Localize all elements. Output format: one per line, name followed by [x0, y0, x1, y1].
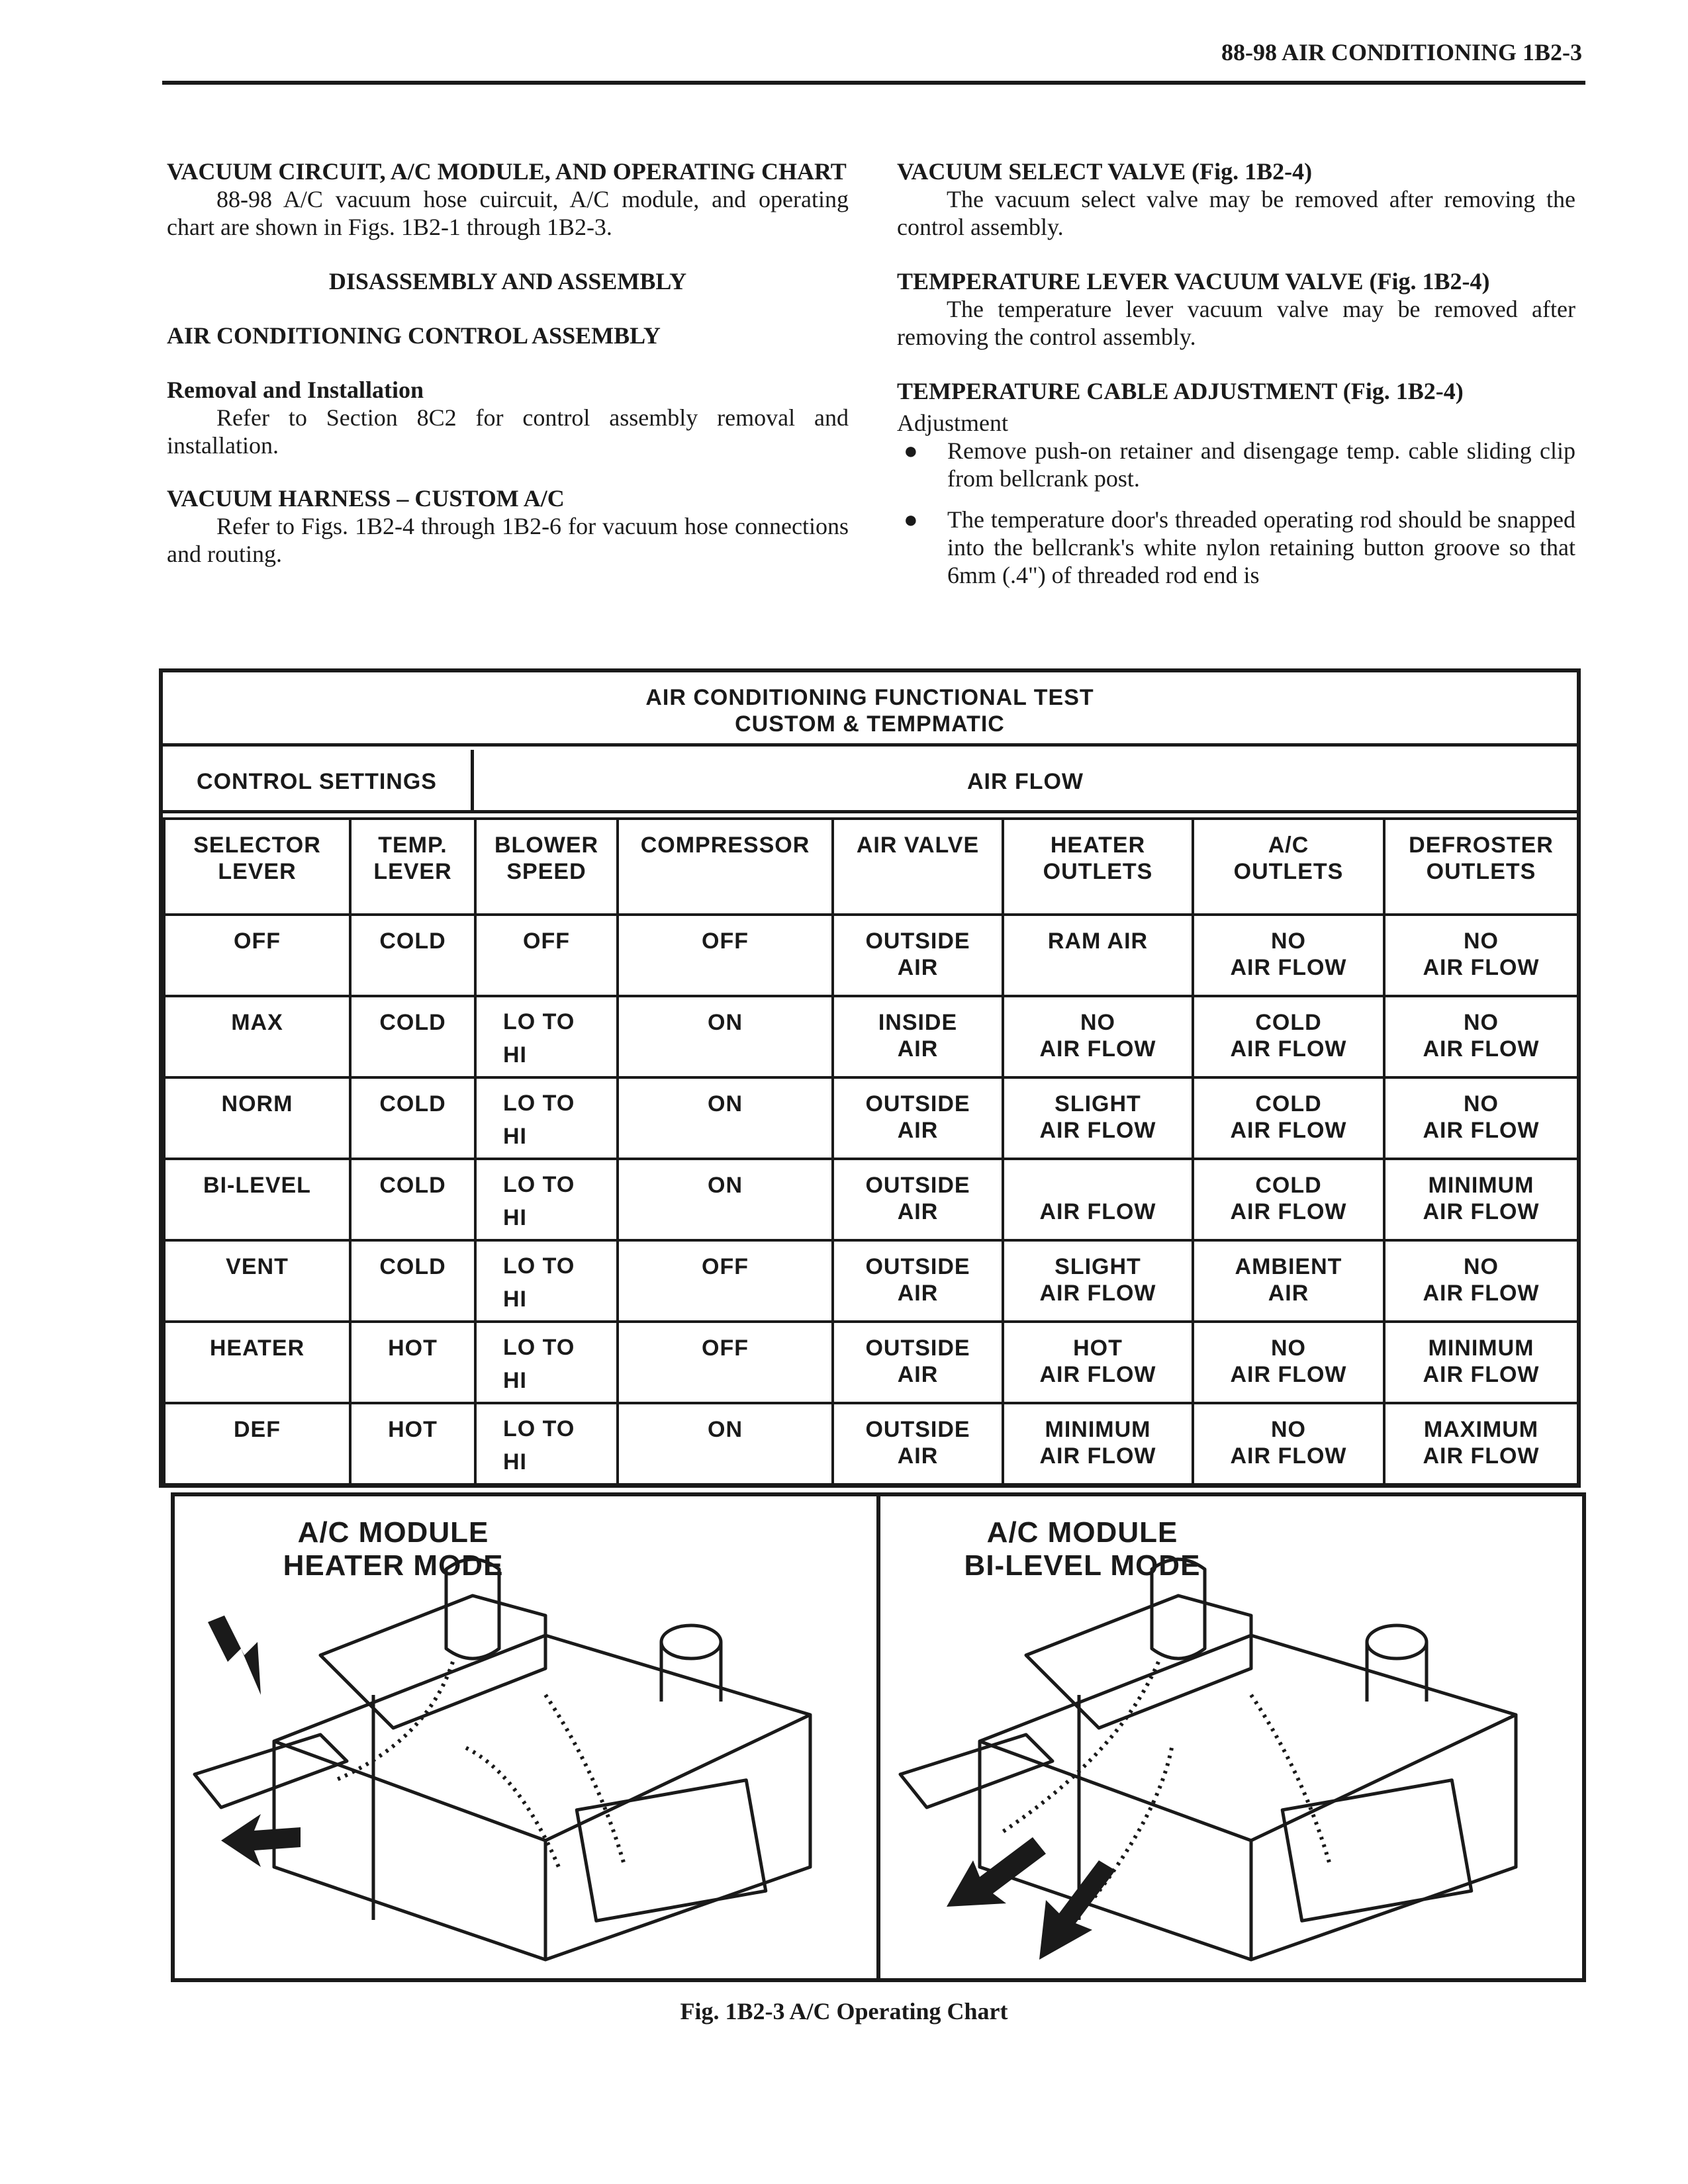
cell-ac-outlets: NO AIR FLOW	[1193, 915, 1384, 996]
table-row	[164, 915, 1578, 996]
table-header-row	[164, 819, 1578, 915]
paragraph-vacuum-harness: Refer to Figs. 1B2-4 through 1B2-6 for vacuum hose connections and routing.	[167, 513, 849, 567]
heater-title-line-1: A/C MODULE	[297, 1516, 489, 1549]
cell-ac-outlets: COLD AIR FLOW	[1193, 1159, 1384, 1240]
cell-air-valve: OUTSIDE AIR	[833, 1403, 1003, 1484]
cell-air-valve: OUTSIDE AIR	[833, 1240, 1003, 1322]
air-flow-header: AIR FLOW	[474, 750, 1577, 813]
cell-selector-lever: OFF	[164, 915, 350, 996]
cell-blower-speed: LO TO HI	[475, 996, 618, 1077]
chart-title	[163, 672, 1577, 747]
bullet-text-2: The temperature door's threaded operating rod should be snapped into the bellcrank's white nylon retaining button groove so that 6mm (.4") of threaded rod end is	[947, 506, 1575, 588]
cell-ac-outlets: COLD AIR FLOW	[1193, 996, 1384, 1077]
cell-heater-outlets: HOT AIR FLOW	[1003, 1322, 1193, 1403]
cell-heater-outlets: NO AIR FLOW	[1003, 996, 1193, 1077]
table-row	[164, 1240, 1578, 1322]
bilevel-title-line-2: BI-LEVEL MODE	[964, 1549, 1201, 1582]
section-heading-disassembly: DISASSEMBLY AND ASSEMBLY	[328, 268, 687, 295]
cell-heater-outlets: RAM AIR	[1003, 915, 1193, 996]
chart-title-line-1: AIR CONDITIONING FUNCTIONAL TEST	[645, 685, 1094, 710]
cell-temp-lever: COLD	[350, 915, 475, 996]
cell-air-valve: OUTSIDE AIR	[833, 1159, 1003, 1240]
cell-defroster-outlets: NO AIR FLOW	[1384, 996, 1578, 1077]
cell-ac-outlets: NO AIR FLOW	[1193, 1322, 1384, 1403]
module-heater-panel	[171, 1492, 880, 1982]
cell-selector-lever: NORM	[164, 1077, 350, 1159]
table-row	[164, 1077, 1578, 1159]
cell-temp-lever: HOT	[350, 1322, 475, 1403]
cell-blower-speed: LO TO HI	[475, 1240, 618, 1322]
bullet-item-1	[897, 437, 1575, 492]
cell-temp-lever: COLD	[350, 1240, 475, 1322]
cell-defroster-outlets: NO AIR FLOW	[1384, 1240, 1578, 1322]
paragraph-removal: Refer to Section 8C2 for control assembly removal and installation.	[167, 404, 849, 459]
section-heading-vacuum-harness: VACUUM HARNESS – CUSTOM A/C	[167, 485, 565, 512]
cell-blower-speed: LO TO HI	[475, 1322, 618, 1403]
bullet-text-1: Remove push-on retainer and disengage temp. cable sliding clip from bellcrank post.	[947, 437, 1575, 492]
cell-heater-outlets: SLIGHT AIR FLOW	[1003, 1077, 1193, 1159]
bullet-icon: ●	[904, 506, 918, 533]
cell-temp-lever: COLD	[350, 1077, 475, 1159]
heater-title-line-2: HEATER MODE	[283, 1549, 504, 1582]
cell-compressor: ON	[618, 1077, 833, 1159]
cell-defroster-outlets: MAXIMUM AIR FLOW	[1384, 1403, 1578, 1484]
section-heading-cable-adjustment: TEMPERATURE CABLE ADJUSTMENT (Fig. 1B2-4)	[897, 378, 1464, 404]
table-row	[164, 996, 1578, 1077]
module-bilevel-panel	[876, 1492, 1586, 1982]
section-heading-vacuum-circuit: VACUUM CIRCUIT, A/C MODULE, AND OPERATING CHART	[167, 158, 847, 185]
cell-blower-speed: LO TO HI	[475, 1403, 618, 1484]
column-header-compressor: COMPRESSOR	[618, 819, 833, 915]
cell-compressor: ON	[618, 996, 833, 1077]
paragraph-vacuum-circuit: 88-98 A/C vacuum hose cuircuit, A/C module, and operating chart are shown in Figs. 1B2-1 through 1B2-3.	[167, 186, 849, 240]
cell-temp-lever: HOT	[350, 1403, 475, 1484]
cell-ac-outlets: AMBIENT AIR	[1193, 1240, 1384, 1322]
chart-title-line-2: CUSTOM & TEMPMATIC	[735, 711, 1005, 737]
cell-defroster-outlets: NO AIR FLOW	[1384, 915, 1578, 996]
left-column	[167, 158, 849, 568]
column-header-selector-lever: SELECTOR LEVER	[164, 819, 350, 915]
subheading-removal: Removal and Installation	[167, 377, 424, 403]
cell-compressor: OFF	[618, 1322, 833, 1403]
cell-compressor: ON	[618, 1159, 833, 1240]
bullet-item-2	[897, 506, 1575, 589]
column-header-blower-speed: BLOWER SPEED	[475, 819, 618, 915]
column-header-heater-outlets: HEATER OUTLETS	[1003, 819, 1193, 915]
functional-test-table	[163, 817, 1579, 1486]
column-header-ac-outlets: A/C OUTLETS	[1193, 819, 1384, 915]
bilevel-mode-title	[940, 1516, 1225, 1582]
cell-compressor: OFF	[618, 1240, 833, 1322]
page-header: 88-98 AIR CONDITIONING 1B2-3	[1221, 39, 1582, 66]
bullet-icon: ●	[904, 437, 918, 464]
column-header-defroster-outlets: DEFROSTER OUTLETS	[1384, 819, 1578, 915]
column-header-air-valve: AIR VALVE	[833, 819, 1003, 915]
column-header-temp-lever: TEMP. LEVER	[350, 819, 475, 915]
cell-blower-speed: OFF	[475, 915, 618, 996]
cell-defroster-outlets: MINIMUM AIR FLOW	[1384, 1159, 1578, 1240]
cell-heater-outlets: MINIMUM AIR FLOW	[1003, 1403, 1193, 1484]
cell-blower-speed: LO TO HI	[475, 1159, 618, 1240]
cell-temp-lever: COLD	[350, 1159, 475, 1240]
figure-caption: Fig. 1B2-3 A/C Operating Chart	[680, 1998, 1008, 2025]
cell-air-valve: INSIDE AIR	[833, 996, 1003, 1077]
cell-ac-outlets: NO AIR FLOW	[1193, 1403, 1384, 1484]
cell-selector-lever: HEATER	[164, 1322, 350, 1403]
cell-air-valve: OUTSIDE AIR	[833, 915, 1003, 996]
paragraph-temp-valve: The temperature lever vacuum valve may be removed after removing the control assembly.	[897, 296, 1575, 350]
cell-compressor: ON	[618, 1403, 833, 1484]
right-column	[897, 158, 1575, 589]
cell-heater-outlets: SLIGHT AIR FLOW	[1003, 1240, 1193, 1322]
section-heading-control-assembly: AIR CONDITIONING CONTROL ASSEMBLY	[167, 322, 661, 349]
cell-temp-lever: COLD	[350, 996, 475, 1077]
subheading-adjustment: Adjustment	[897, 410, 1008, 436]
cell-defroster-outlets: NO AIR FLOW	[1384, 1077, 1578, 1159]
cell-air-valve: OUTSIDE AIR	[833, 1322, 1003, 1403]
cell-selector-lever: DEF	[164, 1403, 350, 1484]
cell-blower-speed: LO TO HI	[475, 1077, 618, 1159]
control-settings-header: CONTROL SETTINGS	[163, 750, 474, 813]
cell-selector-lever: VENT	[164, 1240, 350, 1322]
cell-selector-lever: MAX	[164, 996, 350, 1077]
header-rule	[162, 81, 1585, 85]
cell-heater-outlets: AIR FLOW	[1003, 1159, 1193, 1240]
bilevel-title-line-1: A/C MODULE	[986, 1516, 1178, 1549]
paragraph-select-valve: The vacuum select valve may be removed after removing the control assembly.	[897, 186, 1575, 240]
heater-mode-title	[254, 1516, 532, 1582]
cell-defroster-outlets: MINIMUM AIR FLOW	[1384, 1322, 1578, 1403]
cell-air-valve: OUTSIDE AIR	[833, 1077, 1003, 1159]
section-heading-temp-valve: TEMPERATURE LEVER VACUUM VALVE (Fig. 1B2-4)	[897, 268, 1490, 295]
section-heading-select-valve: VACUUM SELECT VALVE (Fig. 1B2-4)	[897, 158, 1313, 185]
table-row	[164, 1322, 1578, 1403]
cell-compressor: OFF	[618, 915, 833, 996]
cell-ac-outlets: COLD AIR FLOW	[1193, 1077, 1384, 1159]
table-row	[164, 1403, 1578, 1484]
table-row	[164, 1159, 1578, 1240]
cell-selector-lever: BI-LEVEL	[164, 1159, 350, 1240]
